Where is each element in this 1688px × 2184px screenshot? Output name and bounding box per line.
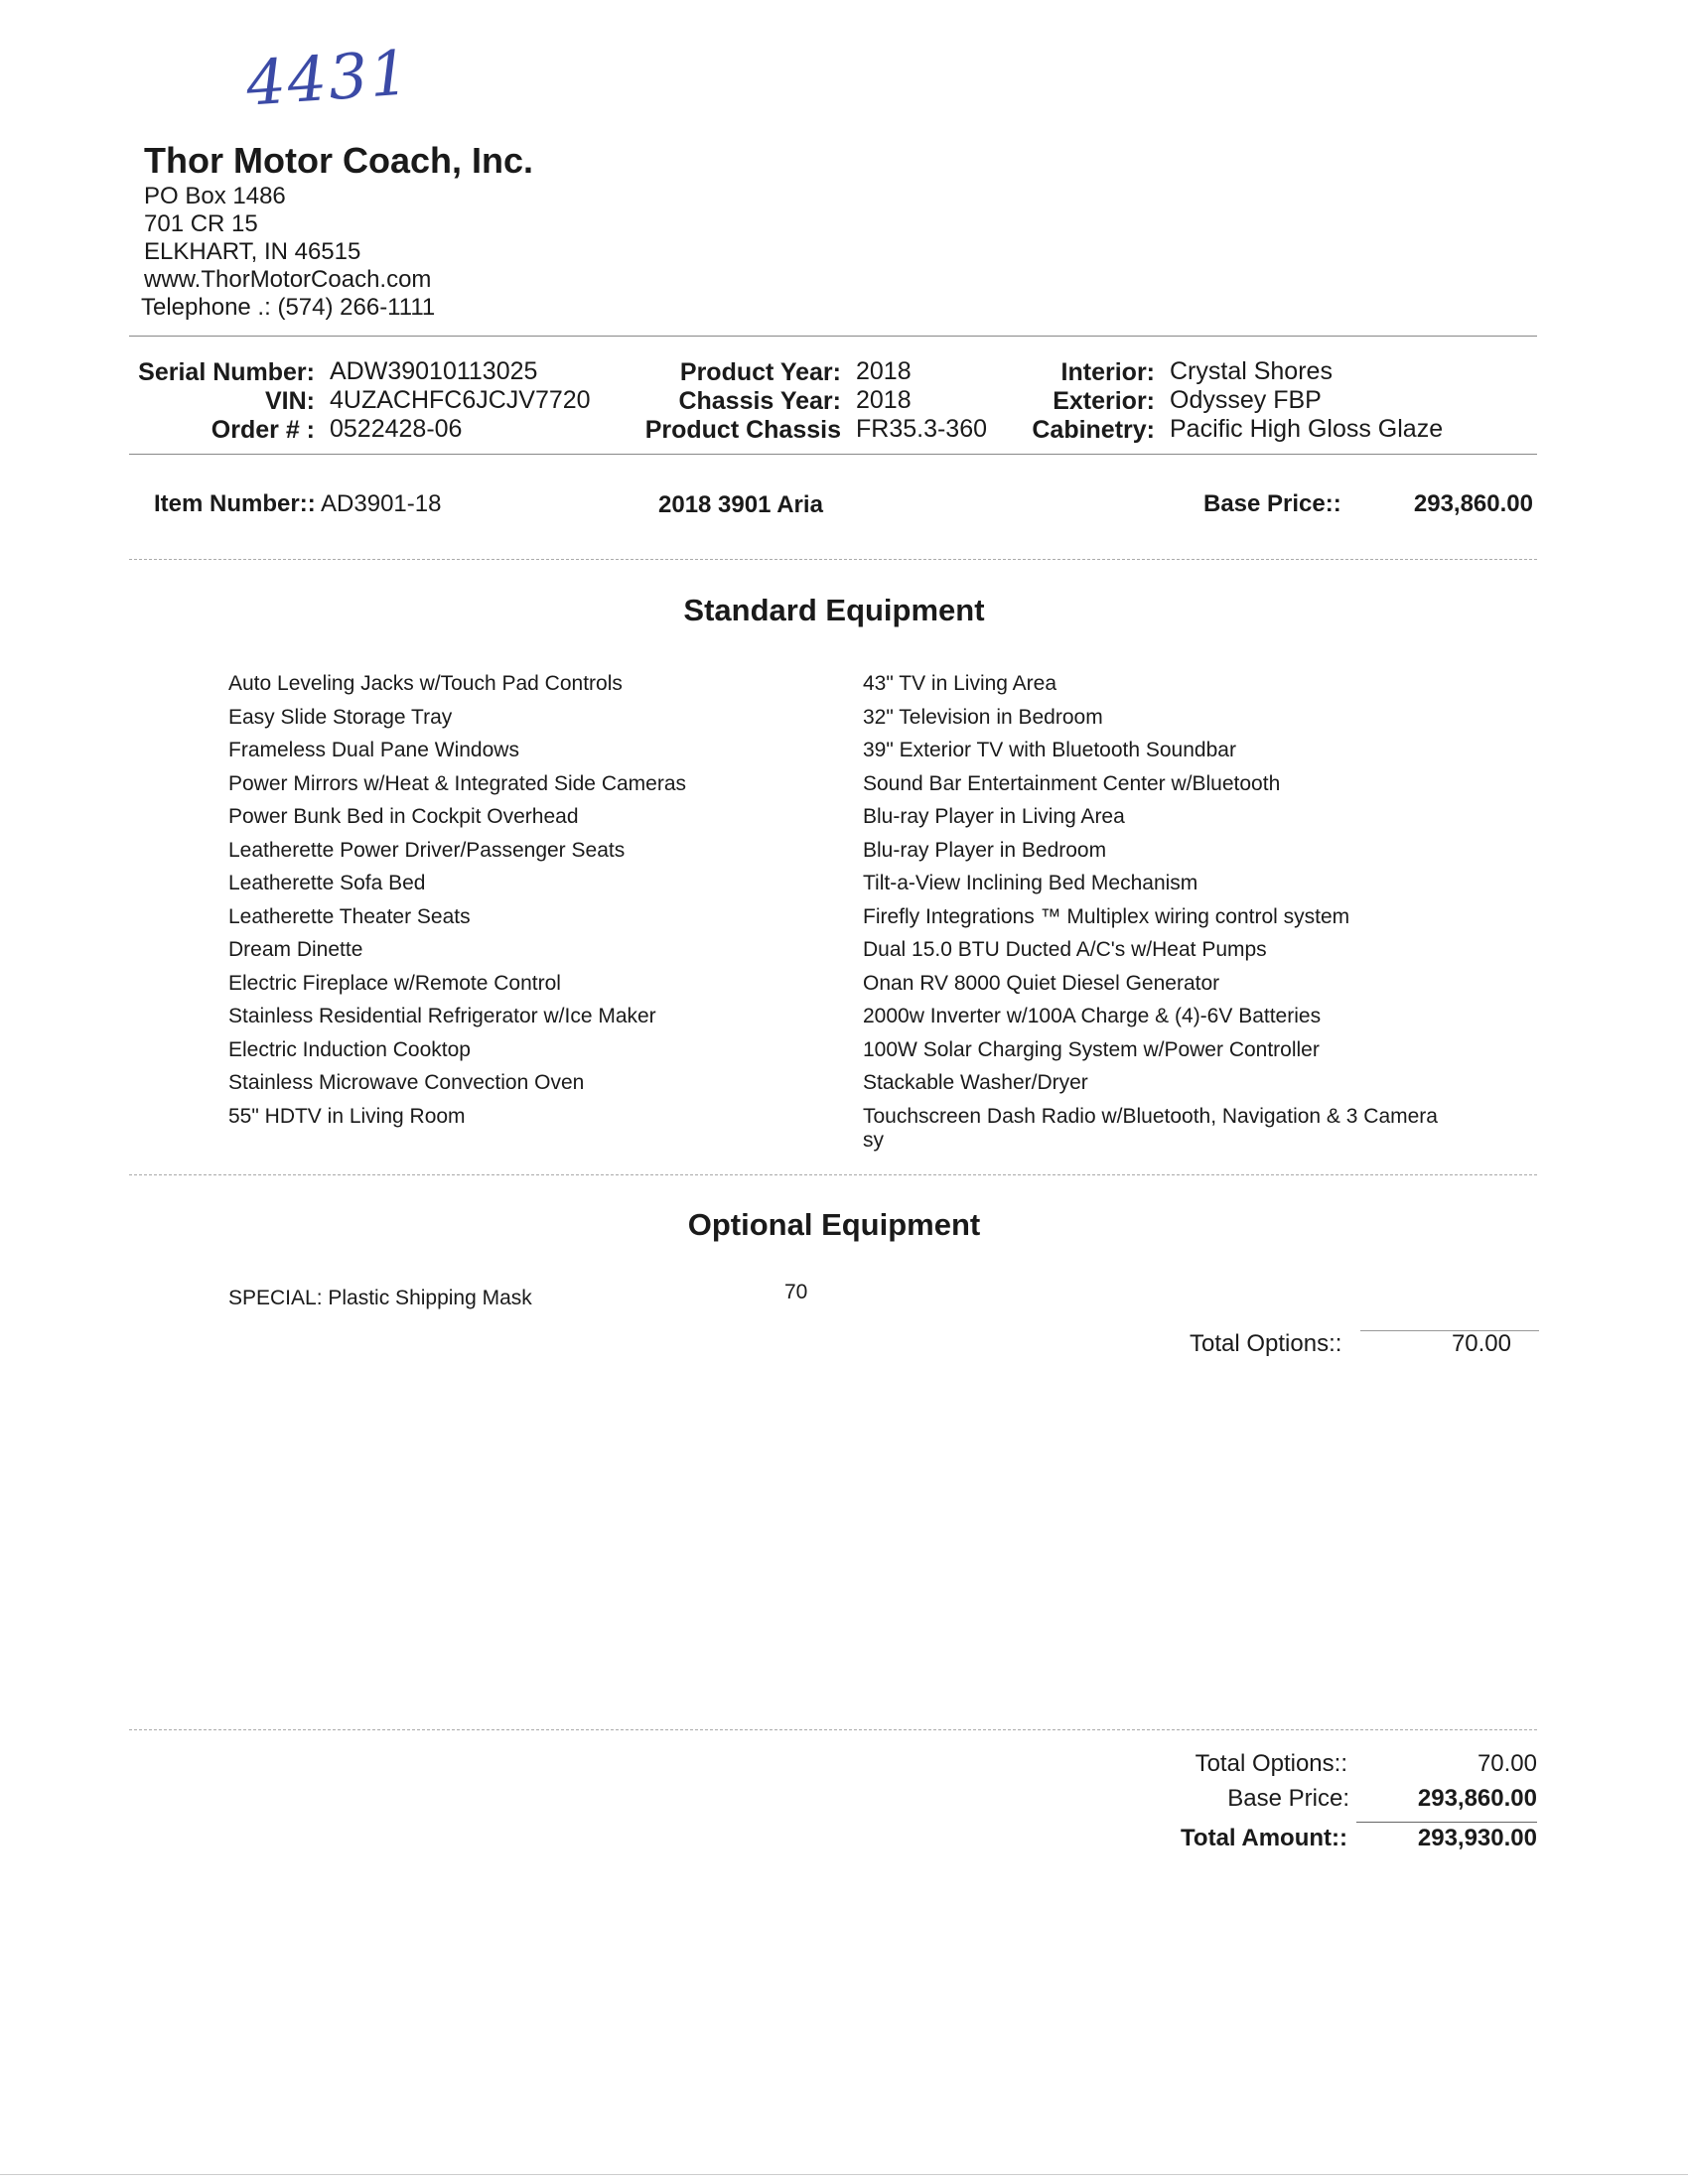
product-year-label: Product Year: (679, 358, 841, 386)
list-item: 32" Television in Bedroom (863, 705, 1103, 729)
interior-value: Crystal Shores (1170, 357, 1333, 385)
chassis-year-value: 2018 (856, 386, 912, 414)
product-chassis-value: FR35.3-360 (856, 415, 988, 443)
list-item: Auto Leveling Jacks w/Touch Pad Controls (228, 672, 623, 695)
divider-summary (129, 1729, 1537, 1730)
optional-item-price: 70 (784, 1281, 808, 1303)
list-item: Firefly Integrations ™ Multiplex wiring control system (863, 904, 1350, 928)
standard-equipment-left-list (228, 667, 686, 1133)
optional-equipment-heading: Optional Equipment (687, 1207, 981, 1242)
divider-vehicle (129, 454, 1537, 455)
options-total-label: Total Options:: (1190, 1330, 1342, 1357)
divider-item (129, 559, 1537, 560)
divider-standard (129, 1174, 1537, 1175)
list-item: Blu-ray Player in Bedroom (863, 838, 1107, 862)
list-item: Power Mirrors w/Heat & Integrated Side Cameras (228, 771, 687, 795)
list-item: Stainless Residential Refrigerator w/Ice Maker (228, 1005, 656, 1027)
list-item: Leatherette Sofa Bed (228, 872, 426, 894)
list-item: Tilt-a-View Inclining Bed Mechanism (863, 872, 1198, 894)
list-item: Stainless Microwave Convection Oven (228, 1071, 585, 1094)
list-item: Blu-ray Player in Living Area (863, 805, 1125, 828)
product-year-value: 2018 (856, 357, 912, 385)
summary-base-price-value: 293,860.00 (1417, 1785, 1537, 1812)
list-item: Leatherette Theater Seats (228, 904, 471, 928)
list-item: 39" Exterior TV with Bluetooth Soundbar (863, 739, 1236, 761)
chassis-year-label: Chassis Year: (678, 387, 841, 415)
divider-top (129, 336, 1537, 337)
telephone-line (141, 294, 435, 322)
list-item: 2000w Inverter w/100A Charge & (4)-6V Batteries (863, 1005, 1322, 1027)
address-line-website: www.ThorMotorCoach.com (144, 266, 432, 293)
list-item: 100W Solar Charging System w/Power Controller (863, 1037, 1320, 1061)
cabinetry-label: Cabinetry: (1032, 416, 1155, 444)
telephone-number: (574) 266-1111 (277, 294, 436, 321)
vin-value: 4UZACHFC6JCJV7720 (330, 386, 591, 414)
summary-total-options-label: Total Options:: (1195, 1750, 1347, 1777)
serial-number-label: Serial Number: (138, 358, 315, 386)
list-item: 43" TV in Living Area (863, 672, 1057, 695)
summary-total-options-value: 70.00 (1477, 1750, 1537, 1777)
summary-total-amount-label: Total Amount:: (1181, 1825, 1347, 1851)
list-item: Dream Dinette (228, 938, 363, 961)
standard-equipment-right-list (863, 667, 1459, 1153)
item-model: 2018 3901 Aria (658, 491, 823, 518)
list-item: Power Bunk Bed in Cockpit Overhead (228, 805, 579, 828)
summary-base-price-label: Base Price: (1227, 1785, 1349, 1812)
list-item: Touchscreen Dash Radio w/Bluetooth, Navigation & 3 Camera sy (863, 1104, 1438, 1152)
optional-item-name: SPECIAL: Plastic Shipping Mask (228, 1287, 532, 1309)
interior-label: Interior: (1060, 358, 1155, 386)
serial-number-value: ADW39010113025 (330, 357, 538, 385)
standard-equipment-heading: Standard Equipment (683, 593, 985, 627)
list-item: Easy Slide Storage Tray (228, 705, 453, 729)
vin-label: VIN: (265, 387, 315, 415)
list-item: Stackable Washer/Dryer (863, 1071, 1088, 1094)
summary-total-amount-value: 293,930.00 (1417, 1825, 1537, 1851)
item-number-value: AD3901-18 (321, 490, 442, 517)
list-item: Leatherette Power Driver/Passenger Seats (228, 838, 626, 862)
order-number-value: 0522428-06 (330, 415, 463, 443)
item-base-price-label: Base Price:: (1203, 490, 1341, 517)
address-line-1: PO Box 1486 (144, 183, 286, 209)
list-item: Frameless Dual Pane Windows (228, 739, 519, 761)
item-number-row (154, 490, 441, 518)
exterior-value: Odyssey FBP (1170, 386, 1322, 414)
telephone-label: Telephone .: (141, 294, 271, 321)
list-item: Sound Bar Entertainment Center w/Bluetooth (863, 771, 1281, 795)
address-line-3: ELKHART, IN 46515 (144, 238, 361, 265)
page-bottom-edge (0, 2174, 1688, 2175)
order-number-label: Order # : (211, 416, 315, 444)
item-base-price-value: 293,860.00 (1413, 490, 1533, 517)
product-chassis-label: Product Chassis (644, 416, 841, 444)
summary-total-rule (1356, 1822, 1537, 1823)
list-item: 55" HDTV in Living Room (228, 1104, 466, 1128)
list-item: Dual 15.0 BTU Ducted A/C's w/Heat Pumps (863, 938, 1267, 961)
list-item: Electric Fireplace w/Remote Control (228, 971, 561, 995)
company-name: Thor Motor Coach, Inc. (144, 140, 533, 181)
item-number-label: Item Number:: (154, 490, 316, 517)
handwritten-note: 4431 (243, 36, 414, 120)
cabinetry-value: Pacific High Gloss Glaze (1170, 415, 1444, 443)
address-line-2: 701 CR 15 (144, 210, 258, 237)
list-item: Electric Induction Cooktop (228, 1037, 471, 1061)
exterior-label: Exterior: (1053, 387, 1155, 415)
options-total-value: 70.00 (1451, 1330, 1511, 1357)
options-subtotal-rule (1360, 1330, 1539, 1331)
list-item: Onan RV 8000 Quiet Diesel Generator (863, 971, 1220, 995)
